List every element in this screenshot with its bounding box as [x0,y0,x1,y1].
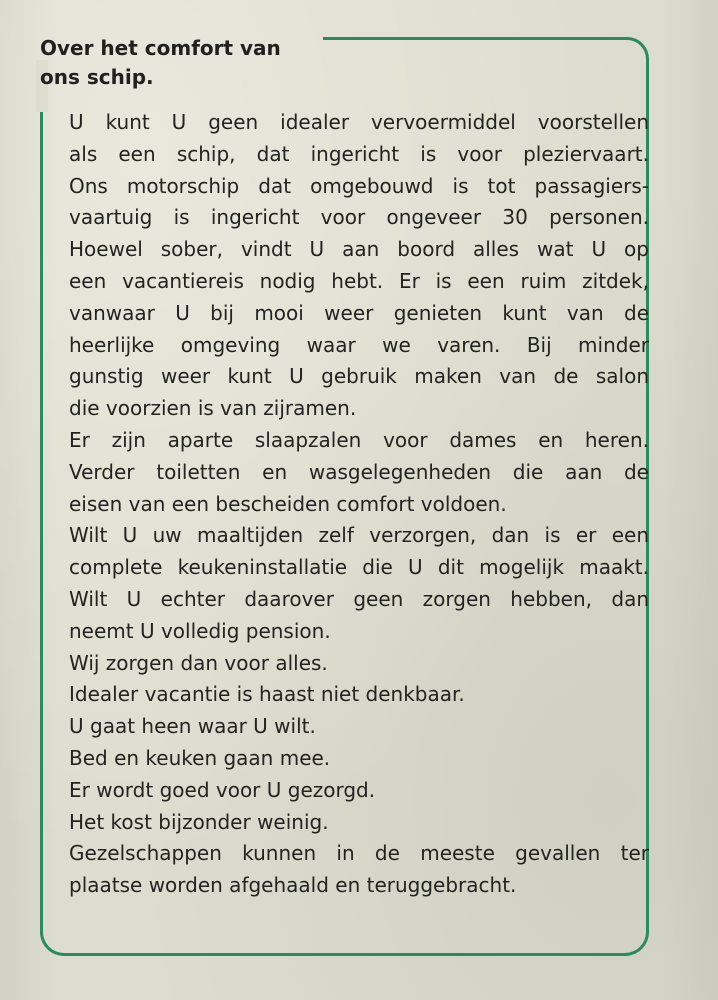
text-line: als een schip, dat ingericht is voor pleziervaart. [69,141,649,166]
text-line: heerlijke omgeving waar we varen. Bij minder [69,332,649,357]
text-line: een vacantiereis nodig hebt. Er is een ruim zitdek, [69,268,649,293]
frame-top-border [323,37,649,61]
text-line: Bed en keuken gaan mee. [69,745,331,770]
title-line: Over het comfort van [40,36,281,60]
text-line: neemt U volledig pension. [69,618,331,643]
text-line: vanwaar U bij mooi weer genieten kunt van de [69,300,649,325]
body-text [69,107,649,902]
text-line: eisen van een bescheiden comfort voldoen. [69,491,507,516]
text-line: U gaat heen waar U wilt. [69,714,316,739]
text-line: Wilt U uw maaltijden zelf verzorgen, dan is er een [69,523,649,548]
text-line: Er zijn aparte slaapzalen voor dames en heren. [69,427,649,452]
text-line: complete keukeninstallatie die U dit mogelijk maakt. [69,555,649,580]
text-line: Hoewel sober, vindt U aan boord alles wat U op [69,237,649,262]
text-line: U kunt U geen idealer vervoermiddel voorstellen [69,110,649,134]
text-line: vaartuig is ingericht voor ongeveer 30 personen. [69,205,649,230]
text-line: Idealer vacantie is haast niet denkbaar. [69,682,465,707]
text-line: Er wordt goed voor U gezorgd. [69,777,376,802]
text-line: die voorzien is van zijramen. [69,396,357,421]
text-line: Ons motorschip dat omgebouwd is tot passagiers- [69,173,649,198]
page-title [40,34,330,92]
text-line: Wilt U echter daarover geen zorgen hebben, dan [69,586,649,611]
text-line: Gezelschappen kunnen in de meeste gevallen ter [69,841,649,866]
text-line: Wij zorgen dan voor alles. [69,650,328,675]
title-line: ons schip. [40,65,154,89]
text-line: Het kost bijzonder weinig. [69,809,329,834]
text-line: gunstig weer kunt U gebruik maken van de salon [69,364,649,389]
text-line: plaatse worden afgehaald en teruggebracht. [69,873,517,898]
text-line: Verder toiletten en wasgelegenheden die aan de [69,459,649,484]
